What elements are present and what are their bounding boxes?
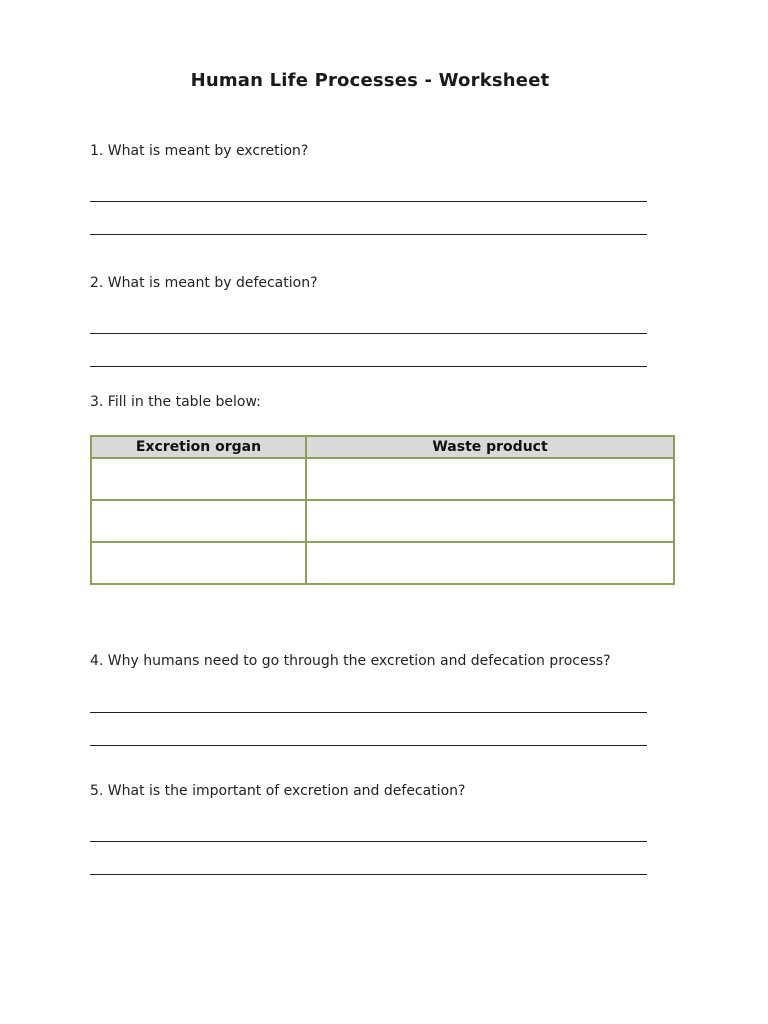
- question-1: 1. What is meant by excretion?: [90, 143, 309, 159]
- answer-line[interactable]: [90, 745, 647, 746]
- organ-waste-table: [90, 435, 675, 585]
- waste-cell[interactable]: [306, 542, 674, 584]
- question-5: 5. What is the important of excretion and defecation?: [90, 783, 466, 799]
- organ-cell[interactable]: [91, 542, 306, 584]
- answer-line[interactable]: [90, 712, 647, 713]
- waste-cell[interactable]: [306, 500, 674, 542]
- header-excretion-organ: Excretion organ: [91, 436, 306, 458]
- table-row: [91, 458, 674, 500]
- question-3: 3. Fill in the table below:: [90, 394, 261, 410]
- table-row: [91, 500, 674, 542]
- waste-cell[interactable]: [306, 458, 674, 500]
- table-header-row: [91, 436, 674, 458]
- header-waste-product: Waste product: [306, 436, 674, 458]
- answer-line[interactable]: [90, 874, 647, 875]
- answer-line[interactable]: [90, 841, 647, 842]
- organ-cell[interactable]: [91, 458, 306, 500]
- answer-line[interactable]: [90, 366, 647, 367]
- question-2: 2. What is meant by defecation?: [90, 275, 318, 291]
- question-4: 4. Why humans need to go through the excretion and defecation process?: [90, 653, 611, 669]
- answer-line[interactable]: [90, 333, 647, 334]
- answer-line[interactable]: [90, 201, 647, 202]
- page-title: Human Life Processes - Worksheet: [190, 70, 550, 91]
- table-row: [91, 542, 674, 584]
- answer-line[interactable]: [90, 234, 647, 235]
- organ-cell[interactable]: [91, 500, 306, 542]
